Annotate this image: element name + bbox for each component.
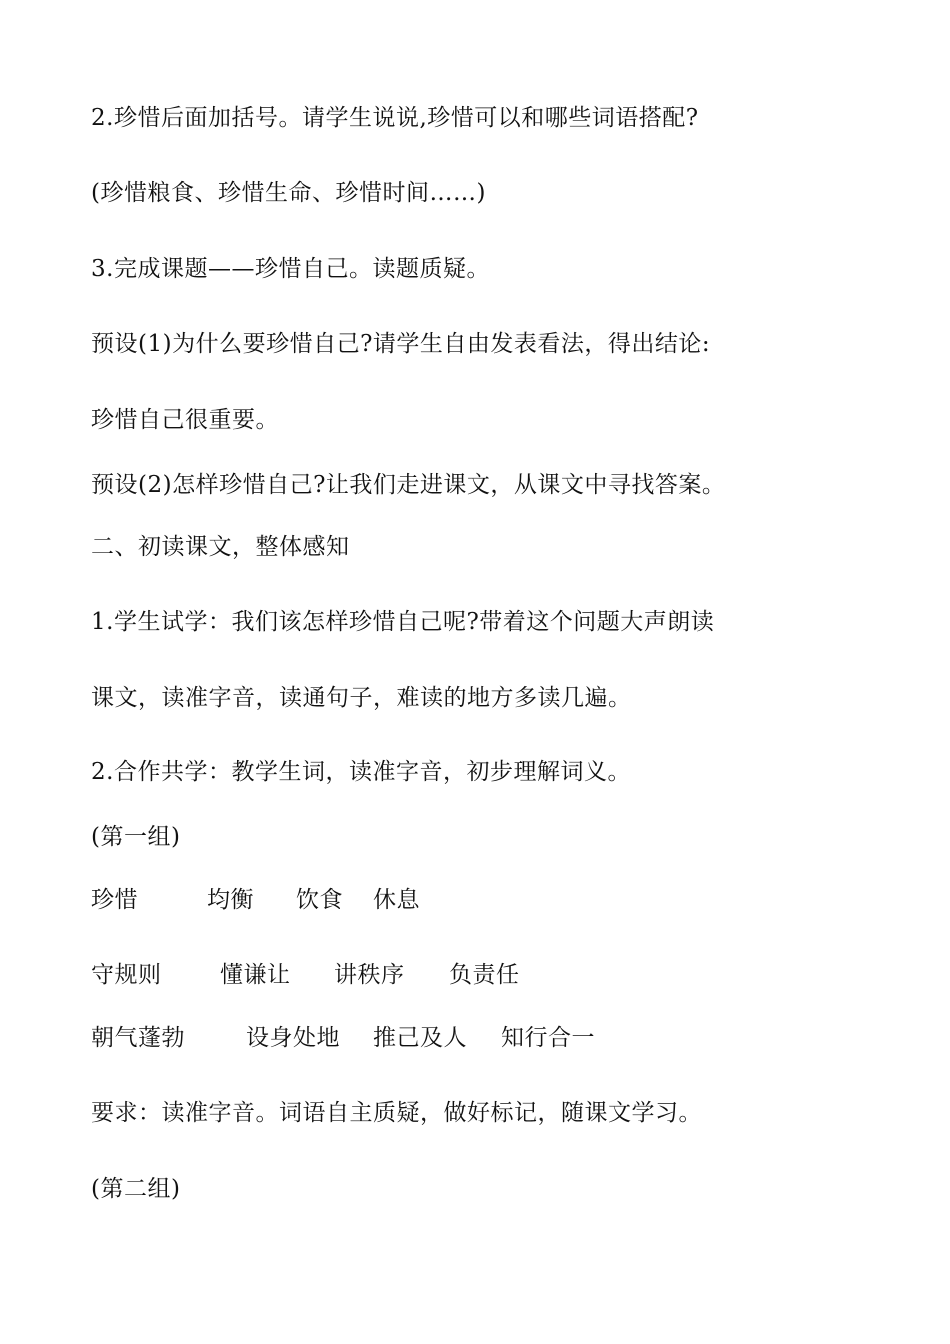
- vocab-row-2: [91, 960, 691, 990]
- text-line-4: 预设(1)为什么要珍惜自己?请学生自由发表看法，得出结论:: [91, 331, 711, 357]
- vocab-word: 饮食: [296, 887, 343, 913]
- requirement-text: 要求：读准字音。词语自主质疑，做好标记，随课文学习。: [91, 1100, 702, 1126]
- vocab-row-3: [91, 1023, 691, 1053]
- vocab-word: 守规则: [91, 962, 162, 988]
- group-1-label: (第一组): [91, 824, 181, 850]
- vocab-word: 知行合一: [501, 1025, 595, 1051]
- vocab-word: 负责任: [449, 962, 520, 988]
- text-line-9: 课文，读准字音，读通句子，难读的地方多读几遍。: [91, 685, 632, 711]
- text-line-3: 3.完成课题——珍惜自己。读题质疑。: [91, 256, 490, 282]
- text-line-2: (珍惜粮食、珍惜生命、珍惜时间……): [91, 180, 486, 206]
- vocab-word: 设身处地: [246, 1025, 340, 1051]
- vocab-word: 讲秩序: [334, 962, 405, 988]
- group-2-label: (第二组): [91, 1176, 181, 1202]
- vocab-word: 推己及人: [373, 1025, 467, 1051]
- vocab-word: 珍惜: [91, 887, 138, 913]
- text-line-6: 预设(2)怎样珍惜自己?让我们走进课文，从课文中寻找答案。: [91, 472, 726, 498]
- vocab-word: 懂谦让: [220, 962, 291, 988]
- vocab-word: 休息: [373, 887, 420, 913]
- text-line-10: 2.合作共学：教学生词，读准字音，初步理解词义。: [91, 759, 631, 785]
- vocab-word: 朝气蓬勃: [91, 1025, 185, 1051]
- vocab-row-1: [91, 885, 691, 915]
- text-line-5: 珍惜自己很重要。: [91, 407, 279, 433]
- text-line-8: 1.学生试学：我们该怎样珍惜自己呢?带着这个问题大声朗读: [91, 609, 715, 635]
- vocab-word: 均衡: [207, 887, 254, 913]
- section-heading: 二、初读课文，整体感知: [91, 534, 350, 560]
- text-line-1: 2.珍惜后面加括号。请学生说说,珍惜可以和哪些词语搭配?: [91, 105, 699, 131]
